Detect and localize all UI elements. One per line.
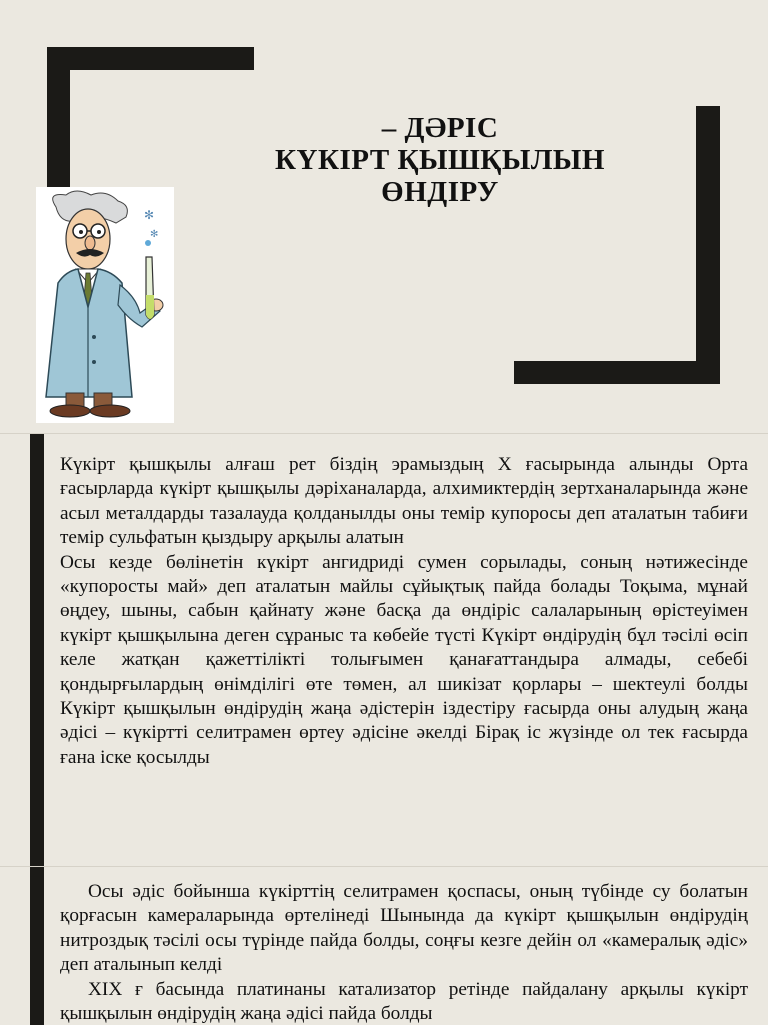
paragraph: Күкірт қышқылы алғаш рет біздің эрамыздың Х ғасырында алынды Орта ғасырларда күкірт қышқылы дәріханаларда, алхимиктердің зертханаларында және асыл металдарды тазалауда қолданылды оны темір купоросы деп аталатын табиғи темір сульфатын қыздыру арқылы алатын [60, 454, 748, 549]
title-line-1: – ДӘРІС [381, 112, 499, 144]
slide-title [220, 112, 660, 208]
svg-text:✻: ✻ [150, 229, 159, 240]
title-line-2: КҮКІРТ ҚЫШҚЫЛЫН [275, 144, 605, 176]
svg-text:✻: ✻ [144, 208, 155, 222]
content-slide-1 [0, 433, 768, 866]
slide-body [60, 453, 748, 770]
slide-accent-bar [30, 867, 44, 1025]
paragraph: XIX ғ басында платинаны катализатор ретінде пайдалану арқылы күкірт қышқылын өндірудің жаңа әдісі пайда болды [60, 978, 748, 1025]
title-slide [0, 0, 768, 432]
paragraph: Осы кезде бөлінетін күкірт ангидриді сумен сорылады, соның нәтижесінде «купоросты май» деп аталатын майлы сұйықтық пайда болады Тоқыма, мұнай өңдеу, шыны, сабын қайнату және басқа да өндіріс салаларының өрістеуімен күкірт қышқылына деген сұраныс та көбейе түсті Күкірт өндірудің бұл тәсілі өсіп келе жатқан қажеттілікті толығымен қанағаттандыра алмады, себебі қондырғылардың өнімділігі өте төмен, ал шикізат қорлары – шектеулі болды Күкірт қышқылын өндірудің жаңа әдістерін іздестіру ғасырда оны алудың жаңа әдісі – күкіртті селитрамен өртеу әдісіне әкелді Бірақ іс жүзінде ол тек ғасырда ғана іске қосылды [60, 551, 748, 768]
slide-accent-bar [30, 434, 44, 866]
title-line-3: ӨНДІРУ [381, 176, 499, 208]
slide-body [60, 880, 748, 1025]
top-left-bracket-vertical [47, 47, 70, 199]
bottom-right-bracket-vertical [696, 106, 720, 384]
scientist-with-flask-icon [36, 187, 174, 423]
bottom-right-bracket-horizontal [514, 361, 720, 384]
top-left-bracket-horizontal [47, 47, 254, 70]
paragraph: Осы әдіс бойынша күкірттің селитрамен қоспасы, оның түбінде су болатын қорғасын камераларында өртелінеді Шынында да күкірт қышқылын өндірудің нитроздық тәсілі осы түрінде пайда болды, соңғы кезге дейін ол «камералық әдіс» деп аталынып келді [60, 881, 748, 976]
content-slide-2 [0, 866, 768, 1025]
